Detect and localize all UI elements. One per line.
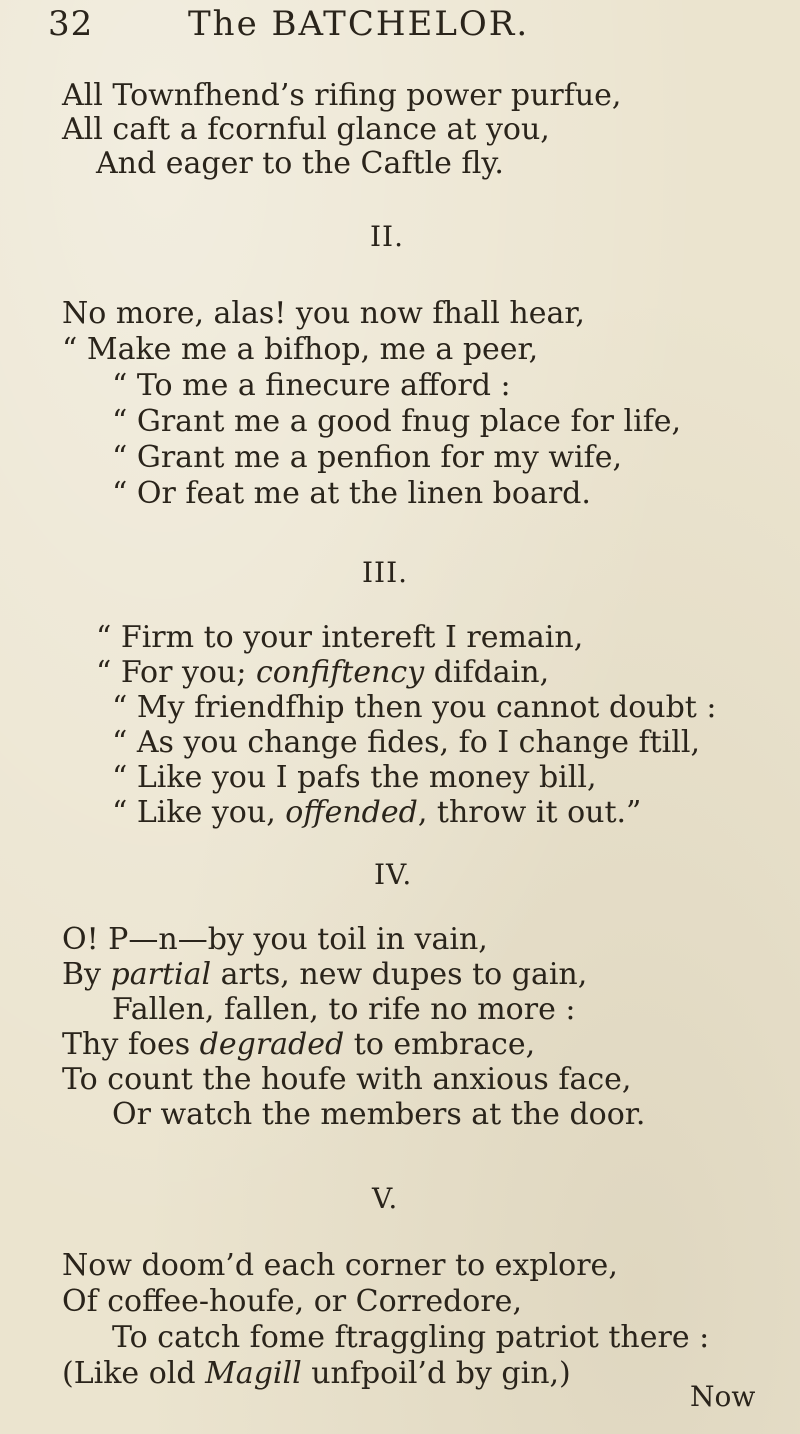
poem-line: Or watch the members at the door. [112,1097,646,1132]
poem-line: Of coffee-houfe, or Corredore, [62,1284,522,1319]
stanza-numeral: III. [362,556,409,589]
page-number: 32 [48,4,94,44]
stanza-numeral: IV. [374,858,413,891]
poem-line: “ My friendfhip then you cannot doubt : [112,690,717,725]
catchword: Now [690,1380,756,1413]
poem-line: O! P—n—by you toil in vain, [62,922,488,957]
poem-line: “ Or feat me at the linen board. [112,476,591,511]
poem-line: Thy foes degraded to embrace, [62,1027,536,1062]
page-header [48,4,768,48]
poem-line: “ Like you, offended, throw it out.” [112,795,642,830]
poem-line: To count the houfe with anxious face, [62,1062,632,1097]
running-head: The BATCHELOR. [188,4,530,44]
poem-line: “ Firm to your intereft I remain, [96,620,584,655]
poem-line: No more, alas! you now fhall hear, [62,296,585,331]
stanza-numeral: V. [372,1182,399,1215]
stanza-numeral: II. [370,220,405,253]
poem-line: “ For you; confiftency difdain, [96,655,550,690]
poem-line: (Like old Magill unfpoil’d by gin,) [62,1356,571,1391]
poem-line: “ To me a finecure afford : [112,368,511,403]
poem-line: “ Make me a bifhop, me a peer, [62,332,539,367]
poem-line: And eager to the Caftle fly. [96,146,504,181]
poem-line: All caft a fcornful glance at you, [62,112,550,147]
poem-line: To catch fome ftraggling patriot there : [112,1320,710,1355]
poem-line: By partial arts, new dupes to gain, [62,957,588,992]
poem-line: Now doom’d each corner to explore, [62,1248,618,1283]
poem-line: “ Grant me a good fnug place for life, [112,404,682,439]
poem-line: All Townfhend’s rifing power purfue, [62,78,622,113]
poem-line: “ Like you I pafs the money bill, [112,760,597,795]
poem-line: Fallen, fallen, to rife no more : [112,992,576,1027]
poem-line: “ Grant me a penfion for my wife, [112,440,622,475]
poem-line: “ As you change fides, fo I change ftill, [112,725,700,760]
